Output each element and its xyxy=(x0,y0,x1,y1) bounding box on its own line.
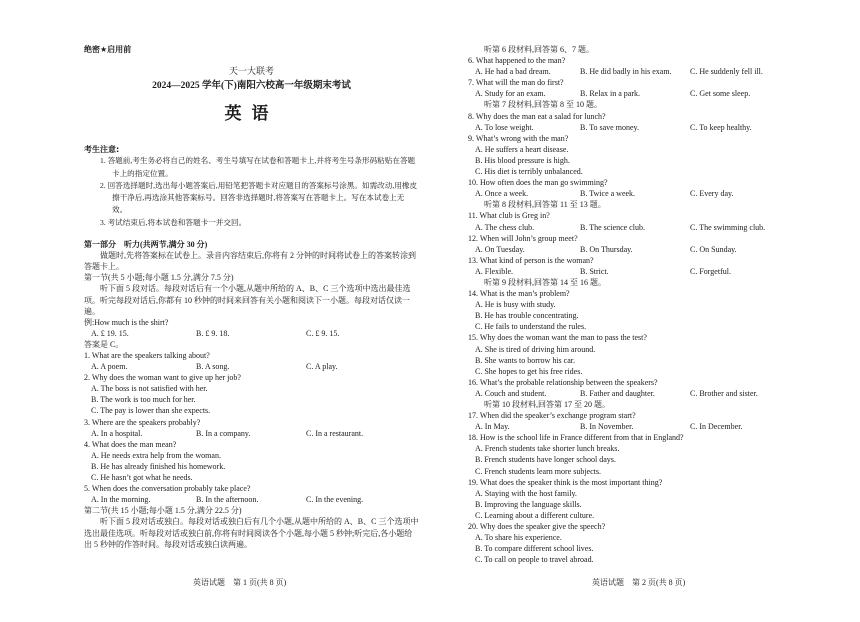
option-b: B. To compare different school lives. xyxy=(475,544,594,554)
notice-item: 3. 考试结束后,将本试卷和答题卡一并交回。 xyxy=(100,217,247,227)
option-a: A. Flexible. xyxy=(475,266,513,276)
option-a: A. To lose weight. xyxy=(475,122,534,132)
option-a: A. The chess club. xyxy=(475,222,535,232)
question-2: 2. Why does the woman want to give up her job? xyxy=(84,373,241,383)
option-b: B. He has trouble concentrating. xyxy=(475,311,579,321)
right-column xyxy=(468,44,803,565)
option-c: C. He suddenly fell ill. xyxy=(690,67,763,77)
question-14: 14. What is the man’s problem? xyxy=(468,289,570,299)
option-c: C. In the evening. xyxy=(306,495,364,505)
option-b: B. £ 9. 18. xyxy=(196,328,230,338)
option-a: A. In May. xyxy=(475,422,510,432)
option-c: C. £ 9. 15. xyxy=(306,328,340,338)
question-8: 8. Why does the man eat a salad for lunch? xyxy=(468,111,606,121)
option-b: B. He did badly in his exam. xyxy=(580,67,672,77)
option-b: B. The science club. xyxy=(580,222,645,232)
question-6: 6. What happened to the man? xyxy=(468,56,566,66)
option-a: A. He needs extra help from the woman. xyxy=(91,450,221,460)
question-11: 11. What club is Greg in? xyxy=(468,211,550,221)
option-c: C. Every day. xyxy=(690,189,734,199)
option-a: A. French students take shorter lunch breaks. xyxy=(475,444,620,454)
question-8-options xyxy=(468,122,803,133)
part1-intro: 做题时,先将答案标在试卷上。录音内容结束后,你将有 2 分钟的时间将试卷上的答案转涂到答题卡上。 xyxy=(84,251,416,272)
example-options xyxy=(84,328,419,339)
question-6-options xyxy=(468,66,803,77)
question-12-options xyxy=(468,244,803,255)
question-5: 5. When does the conversation probably take place? xyxy=(84,484,251,494)
confidential-label: 绝密★启用前 xyxy=(84,45,132,54)
option-b: B. In a company. xyxy=(196,428,251,438)
option-a: A. A poem. xyxy=(91,362,128,372)
option-b: B. Relax in a park. xyxy=(580,89,640,99)
notice-list xyxy=(100,155,419,229)
notice-item: 2. 回答选择题时,选出每小题答案后,用铅笔把答题卡对应题目的答案标号涂黑。如需改动,用橡皮擦干净后,再选涂其他答案标号。回答非选择题时,将答案写在答题卡上。写在本试卷上无效。 xyxy=(100,180,418,215)
option-a: A. In a hospital. xyxy=(91,428,143,438)
option-a: A. On Tuesday. xyxy=(475,244,525,254)
option-a: A. She is tired of driving him around. xyxy=(475,344,596,354)
subject-title: 英语 xyxy=(224,104,279,125)
option-c: C. She hopes to get his free rides. xyxy=(475,366,583,376)
option-a: A. In the morning. xyxy=(91,495,151,505)
option-b: B. The work is too much for her. xyxy=(91,395,196,405)
option-c: C. In a restaurant. xyxy=(306,428,364,438)
notice-title: 考生注意: xyxy=(84,145,120,155)
option-a: A. To share his experience. xyxy=(475,533,562,543)
option-a: A. He is busy with study. xyxy=(475,300,556,310)
example-question: 例:How much is the shirt? xyxy=(84,317,169,327)
option-b: B. A song. xyxy=(196,362,230,372)
option-b: B. On Thursday. xyxy=(580,244,633,254)
option-b: B. Father and daughter. xyxy=(580,388,655,398)
question-4: 4. What does the man mean? xyxy=(84,439,177,449)
option-b: B. In the afternoon. xyxy=(196,495,259,505)
question-5-options xyxy=(84,494,419,505)
question-16-options xyxy=(468,388,803,399)
question-16: 16. What’s the probable relationship between the speakers? xyxy=(468,377,658,387)
exam-title: 2024—2025 学年(下)南阳六校高一年级期末考试 xyxy=(152,81,351,92)
section2-title: 第二节(共 15 小题;每小题 1.5 分,满分 22.5 分) xyxy=(84,506,242,516)
organizer: 天一大联考 xyxy=(228,66,274,76)
option-a: A. Staying with the host family. xyxy=(475,488,577,498)
question-10-options xyxy=(468,188,803,199)
option-c: C. French students learn more subjects. xyxy=(475,466,601,476)
question-1-options xyxy=(84,361,419,372)
question-7-options xyxy=(468,88,803,99)
option-b: B. Strict. xyxy=(580,266,609,276)
option-b: B. His blood pressure is high. xyxy=(475,155,570,165)
notice-item: 1. 答题前,考生务必将自己的姓名、考生号填写在试卷和答题卡上,并将考生号条形码粘贴在答题卡上的指定位置。 xyxy=(100,156,416,178)
question-18: 18. How is the school life in France different from that in England? xyxy=(468,433,684,443)
option-a: A. Study for an exam. xyxy=(475,89,546,99)
option-b: B. To save money. xyxy=(580,122,639,132)
material-10: 听第 10 段材料,回答第 17 至 20 题。 xyxy=(484,400,610,409)
option-a: A. Once a week. xyxy=(475,189,529,199)
question-17: 17. When did the speaker’s exchange program start? xyxy=(468,411,636,421)
option-c: C. In December. xyxy=(690,422,743,432)
question-9: 9. What’s wrong with the man? xyxy=(468,133,569,143)
question-7: 7. What will the man do first? xyxy=(468,78,564,88)
material-9: 听第 9 段材料,回答第 14 至 16 题。 xyxy=(484,277,606,287)
option-c: C. He hasn’t got what he needs. xyxy=(91,473,193,483)
section2-intro: 听下面 5 段对话或独白。每段对话或独白后有几个小题,从题中所给的 A、B、C 三个选项中选出最佳选项。听每段对话或独白前,你将有时间阅读各个小题,每小题 5 秒钟;听完后,各小题给出 5 秒钟的作答时间。每段对话或独白读两遍。 xyxy=(84,517,419,549)
option-a: A. Couch and student. xyxy=(475,388,547,398)
material-8: 听第 8 段材料,回答第 11 至 13 题。 xyxy=(484,200,606,210)
option-b: B. French students have longer school days. xyxy=(475,455,616,465)
question-19: 19. What does the speaker think is the most important thing? xyxy=(468,477,663,487)
left-column xyxy=(84,44,419,550)
option-c: C. Forgetful. xyxy=(690,266,731,276)
question-20: 20. Why does the speaker give the speech? xyxy=(468,522,606,532)
option-c: C. The pay is lower than she expects. xyxy=(91,406,211,416)
option-b: B. Improving the language skills. xyxy=(475,499,582,509)
option-c: C. The swimming club. xyxy=(690,222,766,232)
section1-title: 第一节(共 5 小题;每小题 1.5 分,满分 7.5 分) xyxy=(84,273,234,283)
question-3: 3. Where are the speakers probably? xyxy=(84,417,201,427)
material-6: 听第 6 段材料,回答第 6、7 题。 xyxy=(484,45,594,54)
page-footer-left: 英语试题 第 1 页(共 8 页) xyxy=(193,578,287,587)
question-10: 10. How often does the man go swimming? xyxy=(468,178,608,188)
option-c: C. To call on people to travel abroad. xyxy=(475,555,594,565)
part1-title: 第一部分 听力(共两节,满分 30 分) xyxy=(84,240,208,250)
option-b: B. In November. xyxy=(580,422,634,432)
question-13-options xyxy=(468,266,803,277)
question-15: 15. Why does the woman want the man to pass the test? xyxy=(468,333,647,343)
option-b: B. He has already finished his homework. xyxy=(91,461,226,471)
material-7: 听第 7 段材料,回答第 8 至 10 题。 xyxy=(484,100,602,110)
question-1: 1. What are the speakers talking about? xyxy=(84,351,210,360)
question-13: 13. What kind of person is the woman? xyxy=(468,255,594,265)
option-a: A. The boss is not satisfied with her. xyxy=(91,384,208,394)
example-answer: 答案是 C。 xyxy=(84,339,124,349)
option-a: A. He suffers a heart disease. xyxy=(475,144,569,154)
option-c: C. His diet is terribly unbalanced. xyxy=(475,167,583,177)
question-11-options xyxy=(468,222,803,233)
question-3-options xyxy=(84,428,419,439)
option-b: B. Twice a week. xyxy=(580,189,636,199)
option-c: C. Get some sleep. xyxy=(690,89,751,99)
option-c: C. Learning about a different culture. xyxy=(475,510,595,520)
option-a: A. £ 19. 15. xyxy=(91,328,129,338)
option-a: A. He had a bad dream. xyxy=(475,67,551,77)
option-c: C. A play. xyxy=(306,362,338,372)
option-c: C. Brother and sister. xyxy=(690,388,758,398)
question-17-options xyxy=(468,421,803,432)
option-c: C. He fails to understand the rules. xyxy=(475,322,587,332)
option-b: B. She wants to borrow his car. xyxy=(475,355,575,365)
option-c: C. To keep healthy. xyxy=(690,122,752,132)
question-12: 12. When will John’s group meet? xyxy=(468,233,578,243)
page-footer-right: 英语试题 第 2 页(共 8 页) xyxy=(592,578,686,587)
option-c: C. On Sunday. xyxy=(690,244,737,254)
section1-intro: 听下面 5 段对话。每段对话后有一个小题,从题中所给的 A、B、C 三个选项中选出最佳选项。听完每段对话后,你都有 10 秒钟的时间来回答有关小题和阅读下一小题。每段对话仅读一遍。 xyxy=(84,284,411,316)
